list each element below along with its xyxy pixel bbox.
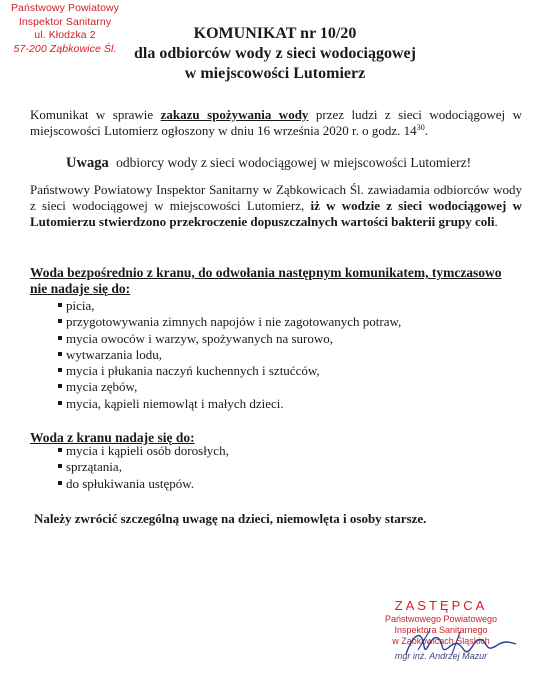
signatory-title: ZASTĘPCA (394, 598, 488, 613)
list-item (58, 314, 401, 330)
bullet-icon (58, 384, 62, 388)
list-item-text: mycia, kąpieli niemowląt i małych dzieci. (66, 395, 284, 411)
list-item (58, 298, 401, 314)
bullet-icon (58, 401, 62, 405)
document-title (110, 24, 440, 84)
list-item-text: mycia i kąpieli osób dorosłych, (66, 443, 229, 458)
issuer-stamp-line: ul. Kłodzka 2 (34, 29, 96, 41)
list-item (58, 363, 401, 379)
bullet-icon (58, 481, 62, 485)
not-suitable-heading: Woda bezpośrednio z kranu, do odwołania następnym komunikatem, tymczasowo nie nadaje się do: (30, 265, 502, 296)
text-run: Państwowy Powiatowy Inspektor Sanitarny w Ząbkowicach Śl. zawiadamia odbiorców wody z sieci wodociągowej w miejscowości Lutomierz, (30, 182, 522, 213)
ban-highlight: zakazu spożywania wody (160, 107, 309, 122)
announcement-paragraph (30, 107, 522, 139)
inspection-paragraph (30, 182, 522, 230)
text-run: przez ludzi z sieci wodociągowej w miejscowości Lutomierz ogłoszony w dniu 16 września 2020 r. o godz. 14 (30, 107, 522, 138)
title-line: dla odbiorców wody z sieci wodociągowej (134, 45, 416, 62)
title-line: w miejscowości Lutomierz (184, 65, 366, 82)
signatory-line: w Ząbkowicach Śląskich (392, 636, 490, 646)
text-run: Komunikat w sprawie (30, 107, 161, 122)
list-item-text: mycia zębów, (66, 379, 138, 395)
suitable-heading: Woda z kranu nadaje się do: (30, 430, 195, 445)
list-item (58, 379, 401, 395)
list-item-text: mycia i płukania naczyń kuchennych i sztućców, (66, 363, 320, 379)
list-item-text: mycia owoców i warzyw, spożywanych na surowo, (66, 330, 334, 346)
list-item (58, 476, 229, 492)
list-item-text: picia, (66, 298, 95, 313)
list-item-text: do spłukiwania ustępów. (66, 475, 195, 491)
handwritten-signature (400, 624, 520, 664)
issuer-stamp (6, 2, 124, 56)
not-suitable-list (58, 298, 401, 412)
list-item-text: wytwarzania lodu, (66, 346, 163, 362)
finding-bold: iż w wodzie z sieci wodociągowej w Lutomierzu stwierdzono przekroczenie dopuszczalnych wartości bakterii grupy coli (30, 198, 522, 229)
bullet-icon (58, 319, 62, 323)
final-note: Należy zwrócić szczególną uwagę na dzieci, niemowlęta i osoby starsze. (34, 511, 427, 526)
issuer-stamp-line: Państwowy Powiatowy (10, 2, 120, 14)
warning-text: odbiorcy wody z sieci wodociągowej w miejscowości Lutomierz! (116, 155, 472, 170)
list-item (58, 331, 401, 347)
signatory-line: Państwowego Powiatowego (384, 614, 498, 624)
bullet-icon (58, 368, 62, 372)
bullet-icon (58, 448, 62, 452)
list-item (58, 347, 401, 363)
bullet-icon (58, 303, 62, 307)
bullet-icon (58, 336, 62, 340)
bullet-icon (58, 352, 62, 356)
bullet-icon (58, 464, 62, 468)
list-item (58, 443, 229, 459)
time-minutes: 30 (416, 123, 425, 132)
list-item-text: przygotowywania zimnych napojów i nie zagotowanych potraw, (66, 314, 402, 330)
issuer-stamp-line: Inspektor Sanitarny (18, 15, 112, 28)
suitable-list (58, 443, 229, 492)
list-item (58, 396, 401, 412)
signatory-name: mgr inż. Andrzej Mazur (394, 651, 488, 661)
text-run: . (424, 123, 428, 138)
issuer-stamp-line: 57-200 Ząbkowice Śl. (13, 42, 117, 55)
warning-label: Uwaga (66, 155, 109, 171)
warning-line (66, 155, 471, 171)
list-item-text: sprzątania, (66, 459, 122, 475)
text-run: . (494, 214, 498, 229)
signatory-line: Inspektora Sanitarnego (394, 625, 488, 635)
title-line: KOMUNIKAT nr 10/20 (193, 25, 357, 42)
list-item (58, 459, 229, 475)
